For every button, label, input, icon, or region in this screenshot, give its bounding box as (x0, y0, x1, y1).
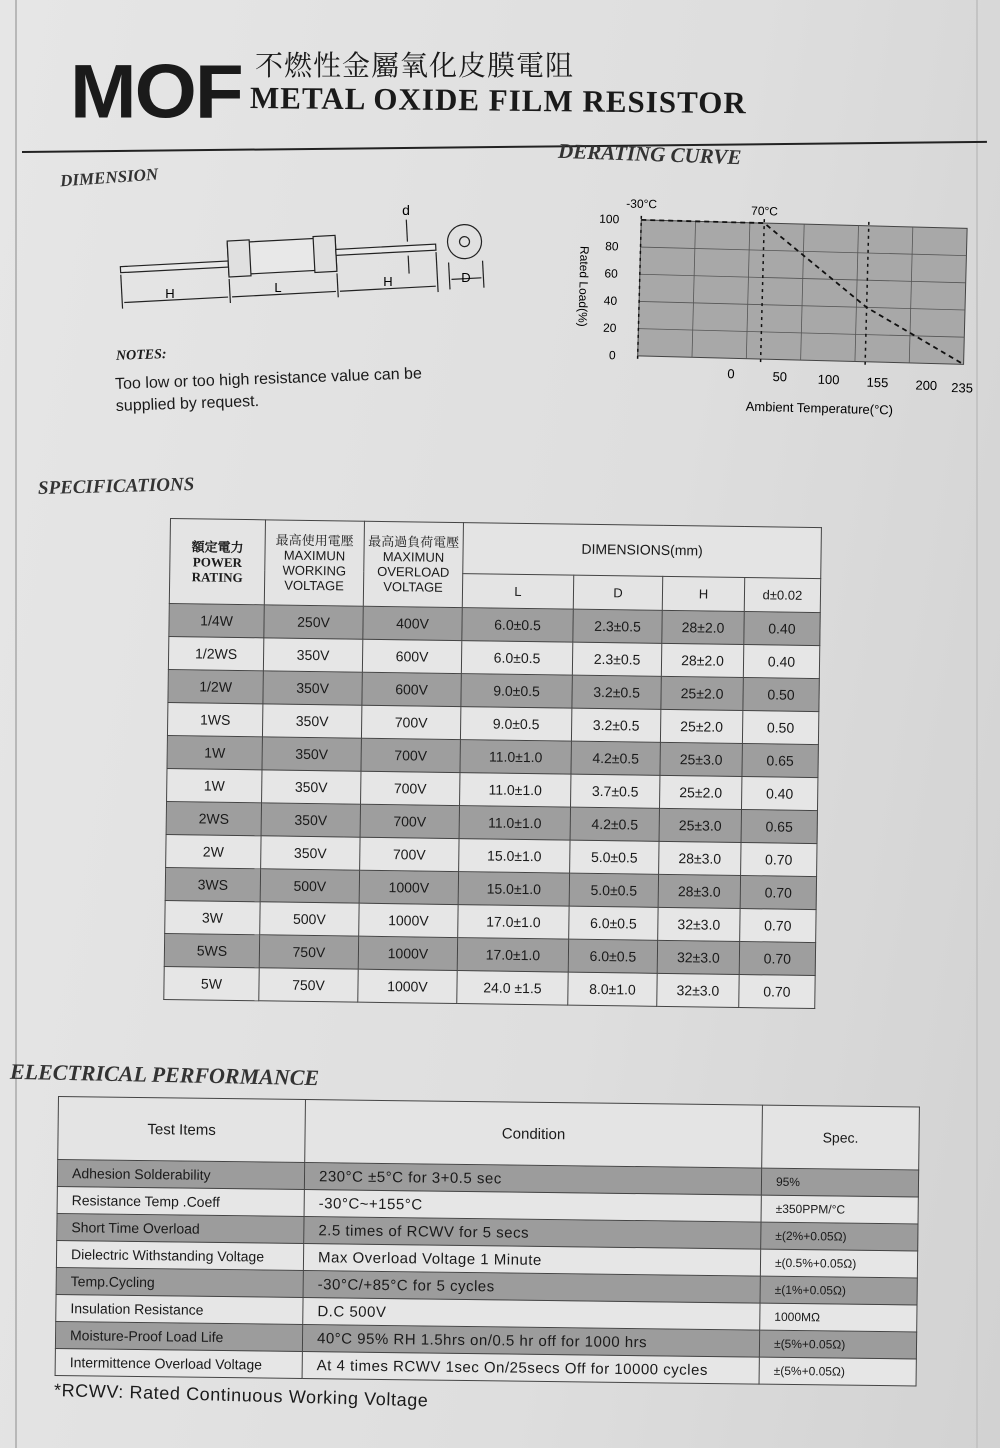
lead-length-cell: 32±3.0 (658, 907, 740, 941)
dimension-heading: DIMENSION (59, 164, 159, 191)
lead-length-cell: 28±3.0 (659, 841, 741, 875)
power-rating-cell: 1/2WS (168, 636, 263, 670)
dim-label-h-left: H (165, 286, 175, 301)
condition-cell: -30°C/+85°C for 5 cycles (303, 1271, 760, 1304)
y-tick-label: 20 (602, 320, 617, 336)
power-rating-cell: 5W (164, 966, 259, 1000)
test-item-cell: Moisture-Proof Load Life (55, 1321, 302, 1351)
length-cell: 15.0±1.0 (458, 872, 569, 907)
diameter-cell: 4.2±0.5 (570, 807, 660, 841)
test-item-cell: Resistance Temp .Coeff (57, 1186, 304, 1216)
working-voltage-cell: 350V (261, 803, 360, 837)
lead-diameter-cell: 0.50 (743, 678, 820, 712)
length-cell: 17.0±1.0 (457, 938, 568, 973)
title-english: METAL OXIDE FILM RESISTOR (249, 80, 747, 121)
power-rating-cell: 1W (167, 768, 262, 802)
resistor-cap-left (227, 240, 251, 277)
length-cell: 9.0±0.5 (460, 707, 571, 742)
dim-label-h-right: H (383, 274, 393, 289)
test-item-cell: Intermittence Overload Voltage (55, 1348, 302, 1378)
overload-voltage-cell: 700V (361, 738, 460, 772)
x-tick-label: 50 (772, 368, 788, 385)
overload-voltage-cell: 1000V (358, 936, 457, 970)
lead-diameter-cell: 0.65 (742, 744, 819, 778)
header-dimensions: DIMENSIONS(mm) (463, 523, 822, 579)
notes-heading: NOTES: (115, 347, 167, 364)
test-item-cell: Adhesion Solderability (57, 1160, 304, 1190)
test-item-cell: Short Time Overload (57, 1213, 304, 1243)
condition-cell: D.C 500V (303, 1298, 760, 1331)
diameter-cell: 3.7±0.5 (570, 774, 660, 808)
working-voltage-cell: 750V (259, 935, 358, 969)
header-test-items: Test Items (58, 1097, 306, 1163)
length-cell: 6.0±0.5 (461, 641, 572, 676)
diameter-cell: 6.0±0.5 (568, 939, 658, 973)
y-tick-label: 100 (599, 211, 620, 227)
diameter-cell: 2.3±0.5 (573, 609, 663, 643)
power-rating-cell: 1/2W (168, 669, 263, 703)
lead-diameter-cell: 0.70 (740, 908, 817, 942)
spec-cell: ±350PPM/°C (761, 1195, 918, 1224)
header-max-overload-voltage: 最高過負荷電壓 MAXIMUN OVERLOAD VOLTAGE (363, 521, 463, 607)
header-power-rating: 額定電力 POWER RATING (169, 519, 265, 605)
lead-length-cell: 32±3.0 (657, 973, 739, 1007)
spec-cell: ±(2%+0.05Ω) (761, 1222, 918, 1251)
spec-cell: ±(0.5%+0.05Ω) (760, 1249, 917, 1278)
spec-cell: 95% (761, 1168, 918, 1197)
x-tick-label: 155 (866, 374, 889, 391)
x-axis-title: Ambient Temperature(°C) (745, 398, 894, 418)
x-tick-label: 235 (951, 380, 974, 396)
condition-cell: 40°C 95% RH 1.5hrs on/0.5 hr off for 1000 hrs (302, 1325, 759, 1358)
spec-cell: ±(1%+0.05Ω) (760, 1276, 917, 1305)
overload-voltage-cell: 1000V (358, 969, 457, 1003)
annotation-minus30: -30°C (626, 196, 658, 212)
power-rating-cell: 3W (165, 900, 260, 934)
spec-cell: ±(5%+0.05Ω) (759, 1357, 916, 1386)
diameter-cell: 5.0±0.5 (569, 873, 659, 907)
overload-voltage-cell: 700V (361, 705, 460, 739)
lead-diameter-cell: 0.65 (741, 810, 818, 844)
diameter-cell: 8.0±1.0 (568, 972, 658, 1006)
power-rating-cell: 1/4W (169, 603, 264, 637)
y-tick-label: 40 (603, 293, 618, 308)
diameter-cell: 3.2±0.5 (572, 675, 662, 709)
power-rating-cell: 5WS (164, 933, 259, 967)
condition-cell: 2.5 times of RCWV for 5 secs (304, 1217, 761, 1250)
x-tick-label: 100 (817, 371, 840, 388)
page-edge-right (976, 0, 978, 1448)
y-tick-label: 80 (604, 239, 619, 254)
lead-length-cell: 25±2.0 (661, 676, 743, 710)
y-tick-label: 0 (608, 348, 616, 363)
specifications-table (163, 518, 822, 1009)
lead-diameter-cell: 0.70 (739, 974, 816, 1008)
diameter-cell: 4.2±0.5 (571, 741, 661, 775)
notes-text: Too low or too high resistance value can be supplied by request. (114, 365, 423, 415)
y-axis-title: Rated Load(%) (575, 245, 592, 327)
lead-left (120, 261, 228, 273)
power-rating-cell: 2WS (166, 801, 261, 835)
length-cell: 17.0±1.0 (458, 905, 569, 940)
overload-voltage-cell: 1000V (359, 870, 458, 904)
power-rating-cell: 2W (166, 834, 261, 868)
test-item-cell: Temp.Cycling (56, 1267, 303, 1297)
test-item-cell: Dielectric Withstanding Voltage (56, 1240, 303, 1270)
end-view-outer (447, 224, 483, 260)
overload-voltage-cell: 1000V (359, 903, 458, 937)
resistor-dimension-diagram (110, 195, 500, 310)
lead-diameter-cell: 0.40 (741, 777, 818, 811)
length-cell: 11.0±1.0 (460, 740, 571, 775)
end-view-inner (459, 236, 470, 247)
working-voltage-cell: 350V (262, 737, 361, 771)
header-spec: Spec. (762, 1105, 920, 1170)
test-item-cell: Insulation Resistance (56, 1294, 303, 1324)
length-cell: 9.0±0.5 (461, 674, 572, 709)
working-voltage-cell: 350V (262, 770, 361, 804)
power-rating-cell: 3WS (165, 867, 260, 901)
header-D: D (573, 575, 663, 610)
elec-header-row (58, 1097, 920, 1171)
lead-diameter-cell: 0.50 (742, 711, 819, 745)
overload-voltage-cell: 700V (360, 804, 459, 838)
header-condition: Condition (305, 1100, 763, 1169)
lead-length-cell: 28±2.0 (662, 610, 744, 644)
length-cell: 15.0±1.0 (459, 839, 570, 874)
diameter-cell: 2.3±0.5 (572, 642, 662, 676)
derating-chart (564, 190, 974, 425)
diameter-cell: 5.0±0.5 (570, 840, 660, 874)
overload-voltage-cell: 400V (363, 606, 462, 640)
lead-length-cell: 28±2.0 (661, 643, 743, 677)
working-voltage-cell: 350V (262, 704, 361, 738)
overload-voltage-cell: 600V (362, 672, 461, 706)
header-max-working-voltage: 最高使用電壓 MAXIMUN WORKING VOLTAGE (264, 520, 364, 606)
condition-cell: Max Overload Voltage 1 Minute (303, 1244, 760, 1277)
working-voltage-cell: 500V (260, 869, 359, 903)
header-H: H (662, 576, 744, 611)
power-rating-cell: 1WS (167, 702, 262, 736)
lead-diameter-cell: 0.70 (739, 941, 816, 975)
spec-cell: ±(5%+0.05Ω) (759, 1330, 916, 1359)
overload-voltage-cell: 600V (362, 639, 461, 673)
working-voltage-cell: 350V (263, 671, 362, 705)
lead-diameter-cell: 0.40 (743, 645, 820, 679)
title-chinese: 不燃性金屬氧化皮膜電阻 (255, 49, 575, 82)
length-cell: 24.0 ±1.5 (457, 971, 568, 1006)
working-voltage-cell: 750V (259, 968, 358, 1002)
resistor-cap-right (313, 235, 337, 272)
lead-diameter-cell: 0.70 (740, 843, 817, 877)
length-cell: 11.0±1.0 (460, 773, 571, 808)
lead-length-cell: 32±3.0 (657, 940, 739, 974)
annotation-70: 70°C (750, 203, 779, 219)
header-rule (22, 141, 987, 153)
derating-heading: DERATING CURVE (557, 138, 742, 170)
diameter-cell: 6.0±0.5 (569, 906, 659, 940)
y-tick-label: 60 (604, 266, 619, 281)
diameter-cell: 3.2±0.5 (571, 708, 661, 742)
overload-voltage-cell: 700V (361, 771, 460, 805)
lead-length-cell: 25±2.0 (660, 775, 742, 809)
overload-voltage-cell: 700V (360, 837, 459, 871)
lead-length-cell: 25±3.0 (659, 808, 741, 842)
lead-length-cell: 28±3.0 (658, 874, 740, 908)
dim-label-d: d (402, 202, 410, 218)
lead-length-cell: 25±3.0 (660, 742, 742, 776)
header-d: d±0.02 (744, 577, 821, 612)
electrical-performance-table (55, 1096, 920, 1387)
spec-header-row (170, 519, 822, 579)
length-cell: 6.0±0.5 (462, 608, 573, 643)
specifications-heading: SPECIFICATIONS (37, 473, 195, 500)
lead-diameter-cell: 0.70 (740, 875, 817, 909)
header-L: L (462, 573, 573, 609)
electrical-performance-heading: ELECTRICAL PERFORMANCE (9, 1058, 320, 1091)
working-voltage-cell: 350V (261, 836, 360, 870)
x-tick-label: 200 (915, 377, 938, 394)
spec-cell: 1000MΩ (760, 1303, 917, 1332)
condition-cell: -30°C~+155°C (304, 1190, 761, 1223)
rcwv-footnote: *RCWV: Rated Continuous Working Voltage (53, 1380, 429, 1411)
lead-diameter-cell: 0.40 (744, 612, 821, 646)
dim-label-D: D (461, 270, 471, 285)
working-voltage-cell: 500V (260, 902, 359, 936)
dim-label-l: L (274, 280, 282, 295)
condition-cell: 230°C ±5°C for 3+0.5 sec (304, 1163, 761, 1196)
page-edge (15, 0, 17, 1448)
power-rating-cell: 1W (167, 735, 262, 769)
working-voltage-cell: 350V (263, 638, 362, 672)
lead-right (336, 244, 436, 255)
condition-cell: At 4 times RCWV 1sec On/25secs Off for 10000 cycles (302, 1352, 759, 1385)
series-code: MOF (70, 49, 242, 134)
working-voltage-cell: 250V (264, 605, 363, 639)
x-tick-label: 0 (727, 366, 735, 382)
lead-length-cell: 25±2.0 (660, 709, 742, 743)
length-cell: 11.0±1.0 (459, 806, 570, 841)
